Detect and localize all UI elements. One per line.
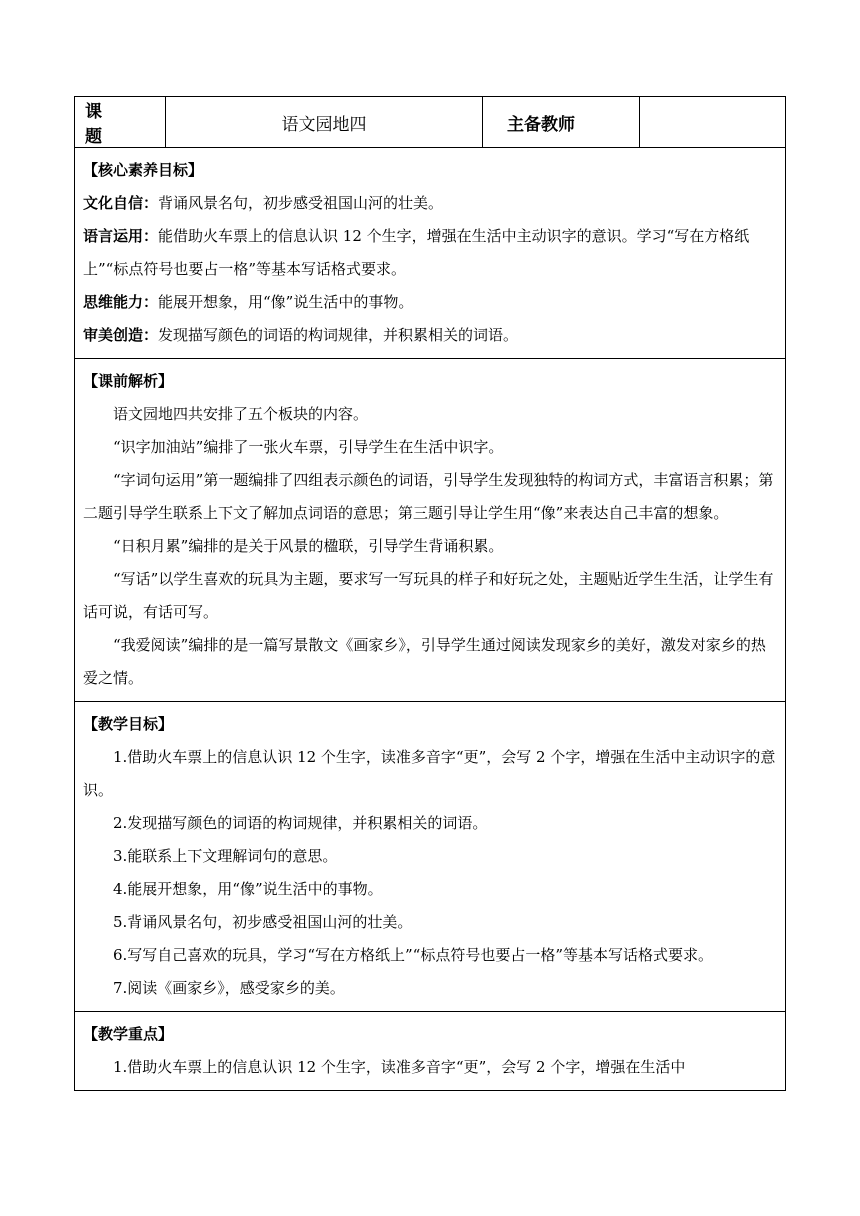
analysis-paragraph: 语文园地四共安排了五个板块的内容。 [113,405,369,423]
analysis-row [75,359,786,702]
core-goal-text: 发现描写颜色的词语的构词规律，并积累相关的词语。 [158,326,519,344]
core-goal-item [83,220,777,286]
analysis-paragraph: “日积月累”编排的是关于风景的楹联，引导学生背诵积累。 [113,537,504,555]
key-points-section [75,1012,786,1091]
analysis-paragraph: “字词句运用”第一题编排了四组表示颜色的词语，引导学生发现独特的构词方式，丰富语言积累；第二题引导学生联系上下文了解加点词语的意思；第三题引导让学生用“像”来表达自己丰富的想象。 [83,471,774,522]
analysis-paragraph: “写话”以学生喜欢的玩具为主题，要求写一写玩具的样子和好玩之处，主题贴近学生生活，让学生有话可说，有话可写。 [83,570,774,621]
key-points-row [75,1012,786,1091]
teaching-goal-item: 1.借助火车票上的信息认识 12 个生字，读准多音字“更”，会写 2 个字，增强在生活中主动识字的意识。 [83,748,776,799]
teaching-goal-item: 7.阅读《画家乡》，感受家乡的美。 [113,979,345,997]
analysis-section [75,359,786,702]
core-goal-text: 能借助火车票上的信息认识 12 个生字，增强在生活中主动识字的意识。学习“写在方格纸上”“标点符号也要占一格”等基本写话格式要求。 [83,227,750,278]
core-goal-item [83,187,777,220]
teaching-goals-section [75,702,786,1012]
teaching-goal-item: 3.能联系上下文理解词句的意思。 [113,847,338,865]
teaching-goal-item: 6.写写自己喜欢的玩具，学习“写在方格纸上”“标点符号也要占一格”等基本写话格式要求。 [113,946,713,964]
core-goal-label: 语言运用： [83,227,159,245]
header-row [75,97,786,148]
core-goal-label: 思维能力： [83,293,159,311]
core-goal-text: 能展开想象，用“像”说生活中的事物。 [158,293,414,311]
core-goals-heading: 【核心素养目标】 [83,161,204,179]
lesson-plan-document [74,96,786,1091]
core-goal-item [83,286,777,319]
teacher-label: 主备教师 [483,97,640,148]
topic-value: 语文园地四 [166,97,483,148]
analysis-paragraph: “我爱阅读”编排的是一篇写景散文《画家乡》，引导学生通过阅读发现家乡的美好，激发对家乡的热爱之情。 [83,636,766,687]
core-goals-section [75,148,786,359]
teaching-goal-item: 5.背诵风景名句，初步感受祖国山河的壮美。 [113,913,413,931]
core-goal-text: 背诵风景名句，初步感受祖国山河的壮美。 [158,194,444,212]
lesson-plan-table [74,96,786,1091]
teaching-goal-item: 2.发现描写颜色的词语的构词规律，并积累相关的词语。 [113,814,488,832]
key-point-item: 1.借助火车票上的信息认识 12 个生字，读准多音字“更”，会写 2 个字，增强在生活中 [113,1058,686,1076]
core-goals-row [75,148,786,359]
core-goal-label: 审美创造： [83,326,159,344]
core-goal-label: 文化自信： [83,194,159,212]
key-points-heading: 【教学重点】 [83,1025,174,1043]
teaching-goals-heading: 【教学目标】 [83,715,174,733]
teaching-goals-row [75,702,786,1012]
analysis-heading: 【课前解析】 [83,372,174,390]
analysis-paragraph: “识字加油站”编排了一张火车票，引导学生在生活中识字。 [113,438,504,456]
teaching-goal-item: 4.能展开想象，用“像”说生活中的事物。 [113,880,383,898]
topic-label: 课 题 [75,97,166,148]
core-goal-item [83,319,777,352]
teacher-value [640,97,786,148]
